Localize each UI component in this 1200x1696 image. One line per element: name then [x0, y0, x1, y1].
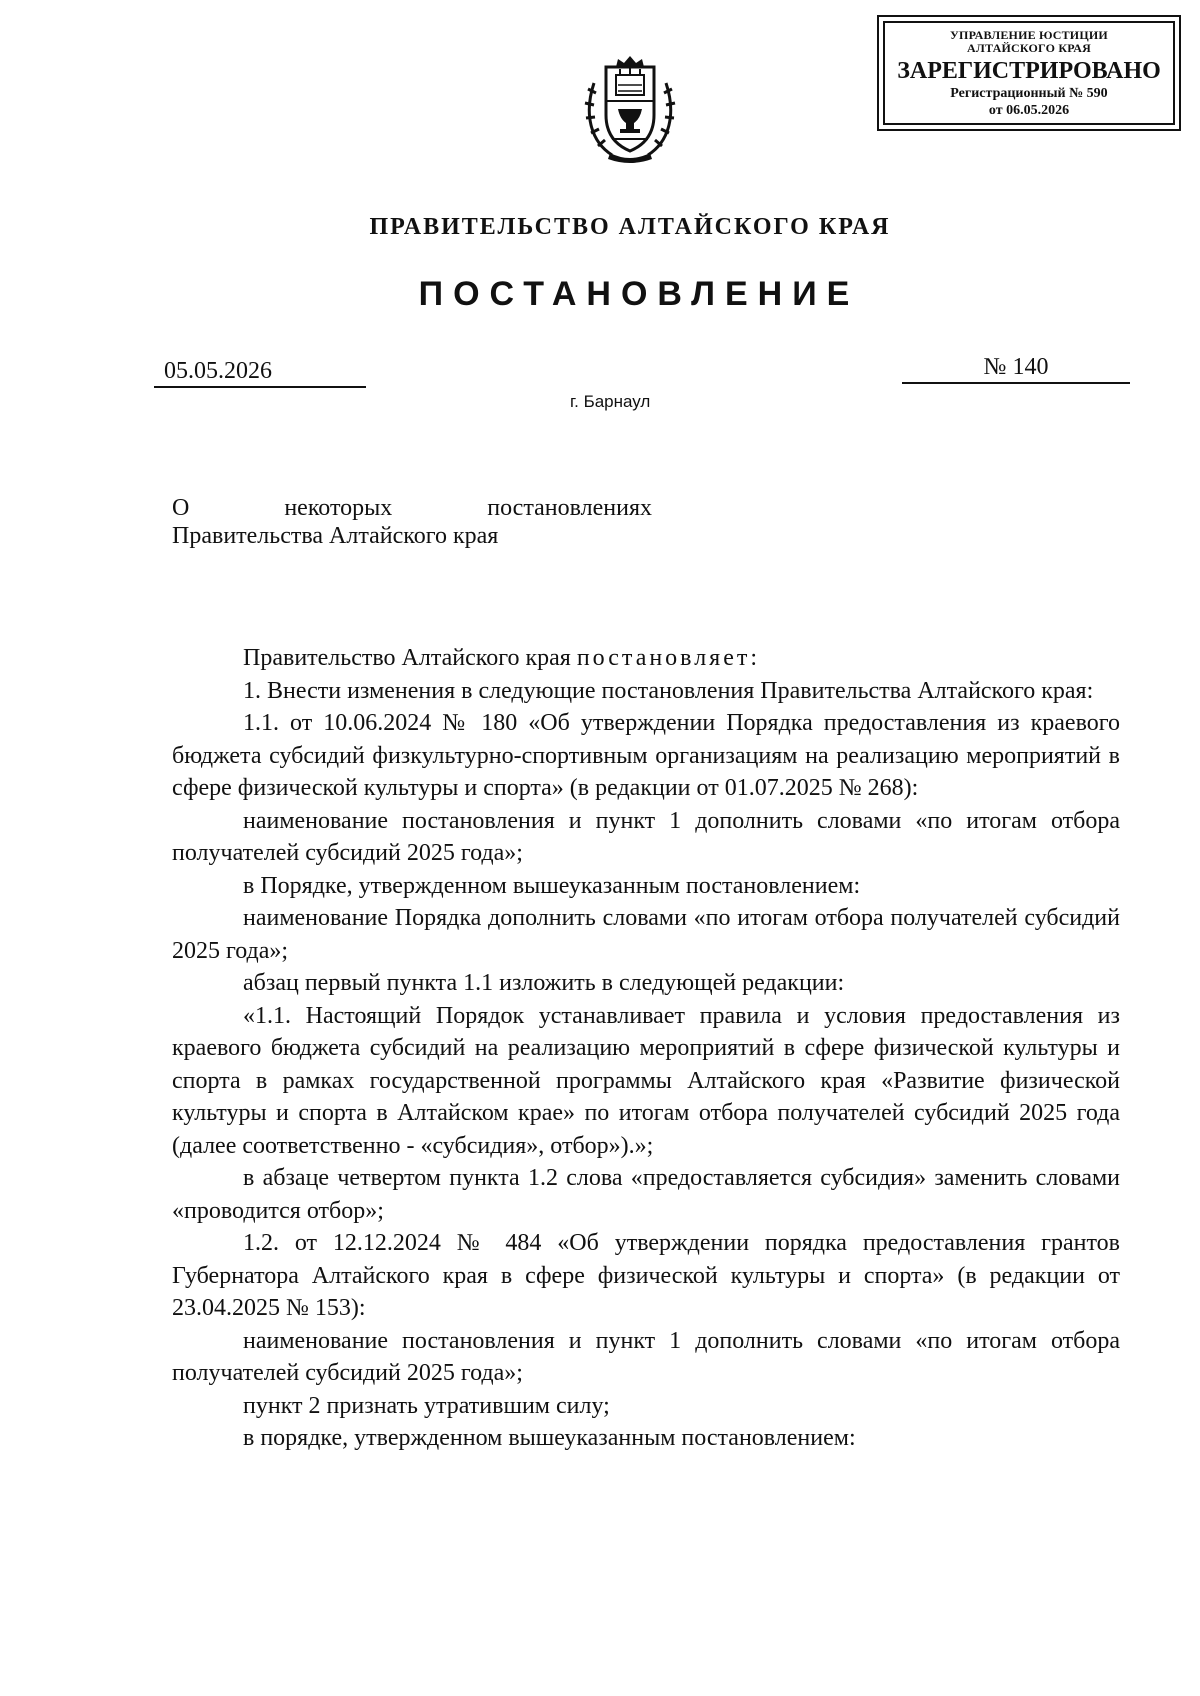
document-date: 05.05.2026 — [154, 356, 366, 388]
stamp-registered-label: ЗАРЕГИСТРИРОВАНО — [897, 58, 1161, 84]
subject-line-2: Правительства Алтайского края — [172, 523, 499, 549]
body-paragraph: «1.1. Настоящий Порядок устанавливает правила и условия предоставления из краевого бюджета субсидий на реализацию мероприятий в сфере физической культуры и спорта в рамках государственной программы Алтайского края «Развитие физической культуры и спорта в Алтайском крае» по итогам отбора получателей субсидий 2025 года (далее соответственно - «субсидия», отбор»).»; — [172, 1002, 1120, 1159]
body-paragraph: 1.2. от 12.12.2024 № 484 «Об утверждении порядка предоставления грантов Губернатора Алтайского края в сфере физической культуры и спорта» (в редакции от 23.04.2025 № 153): — [172, 1230, 1120, 1321]
body-paragraph: наименование постановления и пункт 1 дополнить словами «по итогам отбора получателей субсидий 2025 года»; — [172, 807, 1120, 866]
document-city: г. Барнаул — [570, 392, 651, 411]
body-paragraph: пункт 2 признать утратившим силу; — [243, 1392, 610, 1419]
body-paragraph: в Порядке, утвержденном вышеуказанным постановлением: — [243, 872, 861, 899]
stamp-authority-line1: УПРАВЛЕНИЕ ЮСТИЦИИ — [950, 28, 1108, 42]
body-paragraph: абзац первый пункта 1.1 изложить в следующей редакции: — [243, 970, 845, 996]
document-body — [172, 642, 1120, 1455]
document-subject — [172, 494, 652, 550]
registration-stamp — [877, 15, 1181, 131]
government-title: ПРАВИТЕЛЬСТВО АЛТАЙСКОГО КРАЯ — [369, 214, 891, 240]
body-paragraph: в порядке, утвержденном вышеуказанным постановлением: — [243, 1425, 856, 1451]
preamble-paragraph — [172, 642, 1120, 675]
stamp-registration-date: от 06.05.2026 — [988, 103, 1070, 118]
coat-of-arms-icon — [582, 53, 678, 165]
subject-word-2: некоторых — [284, 495, 393, 521]
preamble-text: Правительство Алтайского края — [243, 645, 577, 671]
body-paragraph: в абзаце четвертом пункта 1.2 слова «предоставляется субсидия» заменить словами «проводится отбор»; — [172, 1165, 1120, 1224]
stamp-registration-number: Регистрационный № 590 — [950, 86, 1108, 101]
body-paragraph: наименование постановления и пункт 1 дополнить словами «по итогам отбора получателей субсидий 2025 года»; — [172, 1327, 1120, 1386]
body-paragraph: 1.1. от 10.06.2024 № 180 «Об утверждении Порядка предоставления из краевого бюджета субсидий физкультурно-спортивным организациям на реализацию мероприятий в сфере физической культуры и спорта» (в редакции от 01.07.2025 № 268): — [172, 710, 1120, 801]
body-paragraph: наименование Порядка дополнить словами «по итогам отбора получателей субсидий 2025 года»; — [172, 905, 1120, 964]
subject-word-3: постановлениях — [487, 495, 652, 521]
subject-word-1: О — [172, 495, 190, 521]
subject-line-1 — [172, 494, 652, 522]
stamp-authority-line2: АЛТАЙСКОГО КРАЯ — [967, 41, 1091, 55]
document-type-title: ПОСТАНОВЛЕНИЕ — [418, 275, 860, 313]
preamble-verb: постановляет: — [576, 645, 761, 671]
body-paragraph: 1. Внести изменения в следующие постановления Правительства Алтайского края: — [243, 677, 1094, 704]
document-number: № 140 — [902, 352, 1130, 384]
stamp-inner-frame — [883, 21, 1175, 125]
